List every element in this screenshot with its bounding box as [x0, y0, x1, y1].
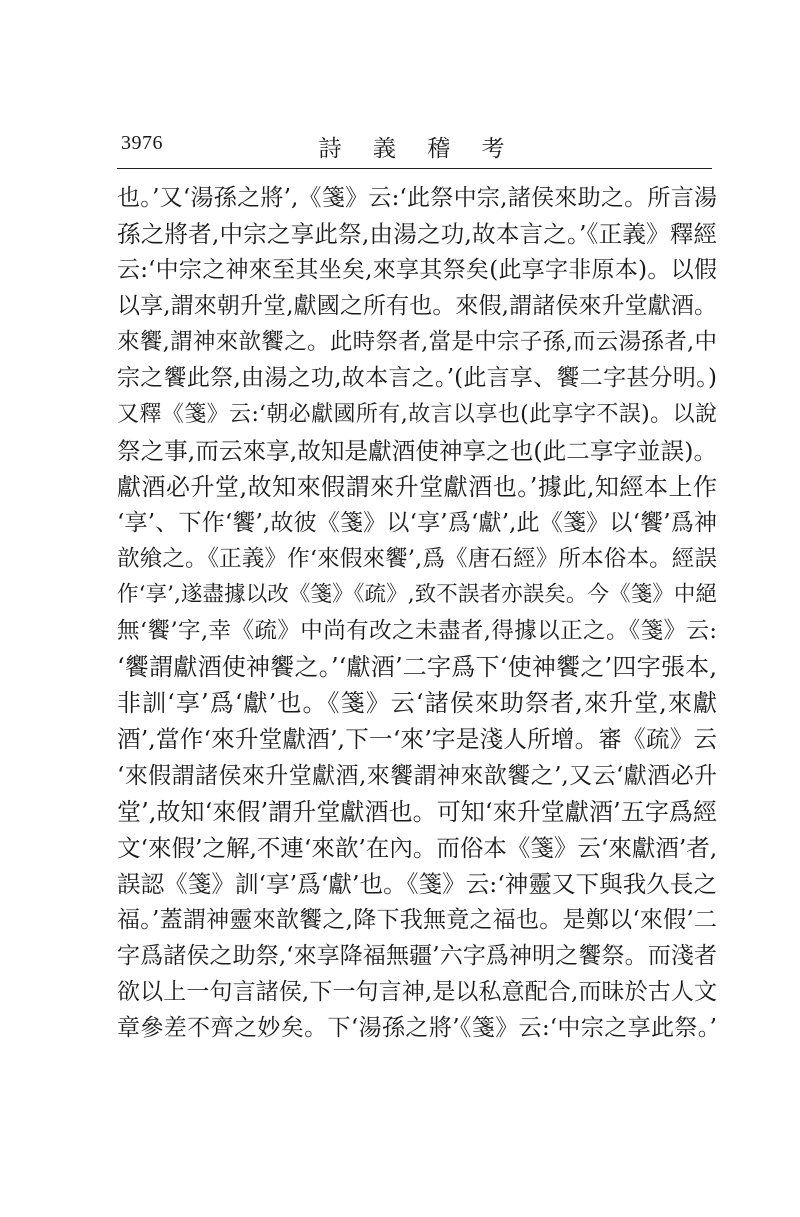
- text-line: 字爲諸侯之助祭,‘來享降福無疆’六字爲神明之饗祭。而淺者: [117, 942, 717, 969]
- text-line: 云:‘中宗之神來至其坐矣,來享其祭矣(此享字非原本)。以假: [117, 257, 717, 284]
- text-line: 歆飨之。《正義》作‘來假來饗’,爲《唐石經》所本俗本。經誤: [117, 545, 717, 572]
- text-line: 以享,謂來朝升堂,獻國之所有也。來假,謂諸侯來升堂獻酒。: [117, 293, 717, 320]
- text-line: 孫之將者,中宗之享此祭,由湯之功,故本言之。’《正義》釋經: [117, 220, 717, 249]
- text-line: 章參差不齊之妙矣。下‘湯孫之將’《箋》云:‘中宗之享此祭。’: [117, 1015, 717, 1042]
- text-line: 非訓‘享’爲‘獻’也。《箋》云‘諸侯來助祭者,來升堂,來獻: [117, 689, 717, 718]
- text-line: 作‘享’,遂盡據以改《箋》《疏》,致不誤者亦誤矣。今《箋》中絕: [117, 582, 717, 608]
- book-title: 詩 義 稽 考: [318, 136, 517, 162]
- text-line: 福。’蓋謂神靈來歆饗之,降下我無竟之福也。是鄭以‘來假’二: [117, 906, 717, 933]
- text-line: 誤認《箋》訓‘享’爲‘獻’也。《箋》云:‘神靈又下與我久長之: [117, 869, 717, 898]
- text-line: 欲以上一句言諸侯,下一句言神,是以私意配合,而昧於古人文: [117, 979, 717, 1006]
- body-text: [117, 180, 717, 1046]
- text-line: 祭之事,而云來享,故知是獻酒使神享之也(此二享字並誤)。: [117, 436, 717, 465]
- text-line: 獻酒必升堂,故知來假謂來升堂獻酒也。’據此,知經本上作: [117, 472, 717, 501]
- text-line: 堂’,故知‘來假’謂升堂獻酒也。可知‘來升堂獻酒’五字爲經: [117, 797, 717, 826]
- text-line: 也。’又‘湯孫之將’,《箋》云:‘此祭中宗,諸侯來助之。所言湯: [117, 185, 717, 211]
- text-line: 無‘饗’字,幸《疏》中尚有改之未盡者,得據以正之。《箋》云:: [117, 618, 717, 645]
- text-line: 文‘來假’之解,不連‘來歆’在內。而俗本《箋》云‘來獻酒’者,: [117, 833, 718, 862]
- text-line: 宗之饗此祭,由湯之功,故本言之。’(此言享、饗二字甚分明。): [117, 365, 717, 392]
- text-line: 又釋《箋》云:‘朝必獻國所有,故言以享也(此享字不誤)。以說: [117, 401, 717, 427]
- text-line: ‘饗謂獻酒使神饗之。’‘獻酒’二字爲下‘使神饗之’四字張本,: [117, 653, 717, 682]
- text-line: ‘享’、下作‘饗’,故彼《箋》以‘享’爲‘獻’,此《箋》以‘饗’爲神: [117, 509, 717, 536]
- running-header: [117, 128, 712, 169]
- text-line: ‘來假謂諸侯來升堂獻酒,來饗謂神來歆饗之’,又云‘獻酒必升: [117, 762, 717, 789]
- text-line: 來饗,謂神來歆饗之。此時祭者,當是中宗子孫,而云湯孫者,中: [117, 329, 717, 356]
- page-number: 3976: [121, 132, 163, 154]
- text-line: 酒’,當作‘來升堂獻酒’,下一‘來’字是淺人所增。審《疏》云: [117, 725, 717, 754]
